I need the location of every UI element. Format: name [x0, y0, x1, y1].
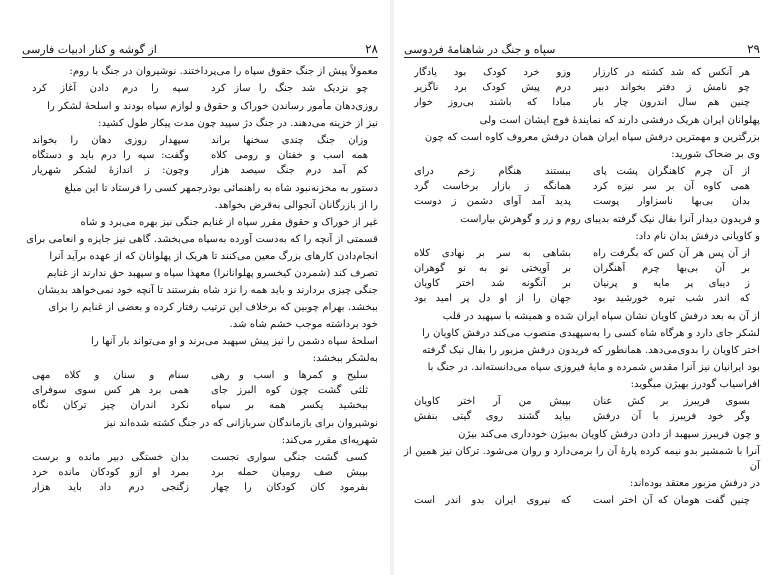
verse-hemistich: وزان جنگ چندی سخنها براند: [211, 135, 368, 146]
verse-hemistich: بفرمود کان کودکان را چهار: [211, 482, 368, 493]
left-page-running-title: از گوشه و کنار ادبیات فارسی: [22, 43, 157, 56]
verse-hemistich: وگفت: سپه را درم باید و دستگاه: [32, 150, 189, 161]
prose-line: نوشیروان برای بازماندگان سربازانی که در جنگ کشته شده‌اند نیز: [104, 418, 378, 429]
prose-paragraph: [22, 99, 378, 131]
verse-hemistich: همی کاوه آن بر سر نیزه کرد: [593, 181, 750, 192]
verse-hemistich: زگنجی درم داد باید هزار: [32, 482, 189, 493]
prose-line: در درفش مزبور معتقد بوده‌اند:: [629, 478, 760, 489]
verse-hemistich: وچون: ز اندازهٔ لشکر شهریار: [32, 165, 189, 176]
prose-paragraph: [404, 309, 760, 392]
verse-hemistich: بمرد او ازو کودکان مانده خرد: [32, 467, 189, 478]
prose-line: بود ایرانیان نیز آنرا مقدس شمرده و مایهٔ فیروزی سپاه می‌دانسته‌اند. در جنگ با: [427, 362, 760, 373]
prose-line: انجام‌دادن کارهای بزرگ معین می‌کنند تا هریک از پهلوانان که از عهده برآید آنرا: [49, 251, 378, 262]
verse-hemistich: جهان را از او دل پر امید بود: [414, 293, 571, 304]
verse-hemistich: بدان خستگی دبیر مانده و برست: [32, 452, 189, 463]
verse-hemistich: چو نزدیک شد جنگ را ساز کرد: [211, 83, 368, 94]
verse-block: [22, 133, 378, 178]
prose-paragraph: [22, 181, 378, 366]
prose-line: بزرگترین و مهمترین درفش سپاه ایران همان درفش معروف کاوه است که چون: [424, 132, 760, 143]
verse-hemistich: که نیروی ایران بدو اندر است: [414, 495, 571, 506]
verse-hemistich: کم آمد درم جنگ سیصد هزار: [211, 165, 368, 176]
verse-hemistich: سپهدار روزی دهان را بخواند: [32, 135, 189, 146]
verse-hemistich: بر آویختی نو به نو گوهران: [414, 263, 571, 274]
verse-hemistich: بیاید گشند روی گیتی بنفش: [414, 411, 571, 422]
verse-hemistich: وزو خرد کودک بود یادگار: [414, 67, 571, 78]
prose-line: را از بازرگانان آنجوالی به‌قرض بخواهد.: [214, 200, 378, 211]
verse-block: [22, 450, 378, 495]
verse-hemistich: سپه را درم دادن آغاز کرد: [32, 83, 189, 94]
verse-hemistich: کسی گشت جنگی سواری نجست: [211, 452, 368, 463]
left-header-rule: [22, 57, 378, 58]
verse-block: [404, 65, 760, 110]
prose-line: شهریه‌ای مقرر می‌کند:: [281, 435, 378, 446]
prose-line: لشکر جای دارد و هرگاه شاه کسی را به‌سپهبدی منصوب می‌کند درفش کاویان را: [422, 328, 760, 339]
verse-hemistich: همه اسب و خفتان و رومی کلاه: [211, 150, 368, 161]
prose-paragraph: [404, 427, 760, 491]
verse-hemistich: بشاهی به سر بر نهادی کلاه: [414, 248, 571, 259]
prose-line: پهلوانان ایران هریک درفشی دارند که نمایندهٔ فوج ایشان است ولی: [479, 115, 760, 126]
right-header-rule: [404, 57, 760, 58]
verse-hemistich: وگر خود فریبرز با آن درفش: [593, 411, 750, 422]
verse-hemistich: همانگه ز بازار برخاست گرد: [414, 181, 571, 192]
prose-line: ببخشد. بهرام چوبین که برخلاف این ترتیب رفتار کرده و بعضی از غنایم را برای: [48, 302, 378, 313]
verse-hemistich: چو نامش ز دفتر بخواند دبیر: [593, 82, 750, 93]
prose-line: معمولاً پیش از جنگ حقوق سپاه را می‌پرداختند. نوشیروان در جنگ با روم:: [69, 66, 378, 77]
prose-paragraph: [404, 212, 760, 244]
verse-block: [404, 394, 760, 424]
prose-line: روزی‌دهان مأمور رساندن خوراک و حقوق و لوازم سپاه بودند و اسلحهٔ لشکر را: [47, 101, 378, 112]
prose-line: آنرا با شمشیر بدو نیمه کرده پارهٔ آن را برمی‌دارد و روان می‌شود. ترکان نیز همین از آن: [404, 446, 760, 472]
verse-block: [22, 368, 378, 413]
prose-line: و کاویانی درفش بدان نام داد:: [635, 231, 760, 242]
prose-line: اختر کاویان را بدوی‌می‌دهد. همانطور که فریدون درفش مزبور را بفال نیک گرفته: [422, 345, 760, 356]
right-page: [392, 0, 784, 575]
prose-line: غیر از خوراک و حقوق مقرر سپاه از غنایم جنگی نیز بهره می‌برد و شاه: [80, 217, 378, 228]
prose-line: نیز از خزینه می‌دهند. در جنگ دژ سپید چون مدت پیکار طول کشید:: [98, 118, 378, 129]
right-page-number: ۲۹: [747, 42, 760, 56]
verse-hemistich: ببستند هنگام زخم درای: [414, 166, 571, 177]
verse-hemistich: بسوی فریبرز بر کش عنان: [593, 396, 750, 407]
verse-hemistich: بدان بی‌بها ناسزاوار پوست: [593, 196, 750, 207]
verse-hemistich: هر آنکس که شد کشته در کارزار: [593, 67, 750, 78]
verse-hemistich: که اندر شب تیره خورشید بود: [593, 293, 750, 304]
verse-hemistich: سلیح و کمرها و اسب و رهی: [211, 370, 368, 381]
prose-line: افراسیاب گودرز بهیژن میگوید:: [630, 379, 760, 390]
prose-line: و فریدون دیدار آنرا بفال نیک گرفته بدیبای روم و زر و گوهرش بیاراست: [460, 214, 760, 225]
prose-paragraph: [404, 113, 760, 162]
left-page-number: ۲۸: [365, 42, 378, 56]
verse-hemistich: چنین هم سال اندرون چار بار: [593, 97, 750, 108]
prose-line: جنگی چیزی بردارند و باید همه را نزد شاه بفرستند تا آنچه خود نمی‌خواهد بدیشان: [37, 285, 378, 296]
verse-hemistich: درم پیش کودک برد ناگزیر: [414, 82, 571, 93]
prose-line: اسلحهٔ سپاه دشمن را نیز پیش سپهبد می‌برند و او می‌تواند بار آنها را: [91, 336, 378, 347]
verse-block: [404, 164, 760, 209]
prose-line: و چون فریبرز سپهبد از دادن درفش کاویان به‌بیژن خودداری می‌کند بیژن: [458, 429, 760, 440]
verse-hemistich: همی برد هر کس سوی سوفرای: [32, 385, 189, 396]
verse-hemistich: نکرد اندران چیز ترکان نگاه: [32, 400, 189, 411]
prose-line: از آن به بعد درفش کاویان نشان سپاه ایران شده و همیشه با سپهبد در قلب: [442, 311, 760, 322]
verse-hemistich: ثلثی گشت چون کوه البرز جای: [211, 385, 368, 396]
verse-hemistich: بر آنگونه شد اختر کاویان: [414, 278, 571, 289]
left-page-header: [22, 36, 378, 56]
right-page-header: [404, 36, 760, 56]
verse-hemistich: بپیش صف رومیان حمله برد: [211, 467, 368, 478]
verse-hemistich: چنین گفت هومان که آن اختر است: [593, 495, 750, 506]
prose-line: به‌لشکر ببخشد:: [312, 353, 378, 364]
verse-hemistich: ببخشید یکسر همه بر سپاه: [211, 400, 368, 411]
prose-paragraph: [22, 64, 378, 79]
verse-block: [404, 493, 760, 508]
prose-paragraph: [22, 416, 378, 448]
prose-line: قسمتی از آنچه را که به‌دست آورده به‌سپاه می‌بخشد. گاهی نیز جایزه و انعامی برای: [26, 234, 378, 245]
right-page-running-title: سپاه و جنگ در شاهنامهٔ فردوسی: [404, 43, 556, 56]
verse-block: [404, 246, 760, 306]
verse-hemistich: سنام و سنان و کلاه مهی: [32, 370, 189, 381]
verse-hemistich: از آن پس هر آن کس که بگرفت راه: [593, 248, 750, 259]
right-page-body: [404, 64, 760, 511]
verse-hemistich: بپیش من آر اختر کاویان: [414, 396, 571, 407]
prose-line: خود برداشته موجب خشم شاه شد.: [229, 319, 378, 330]
verse-hemistich: مبادا که باشند بی‌روز خوار: [414, 97, 571, 108]
prose-line: وی بر ضحاک شورید:: [671, 149, 760, 160]
verse-hemistich: پدید آمد آوای دشمن ز دوست: [414, 196, 571, 207]
verse-hemistich: از آن چرم کاهنگران پشت پای: [593, 166, 750, 177]
verse-hemistich: ز دیبای پر مایه و پرنیان: [593, 278, 750, 289]
left-page-body: [22, 64, 378, 498]
verse-hemistich: بر آن بی‌بها چرم آهنگران: [593, 263, 750, 274]
prose-line: دستور به مخزنه‌نبود شاه به راهنمائی بوذرجمهر کسی را فرستاد تا این مبلغ: [64, 183, 378, 194]
verse-block: [22, 81, 378, 96]
prose-line: تصرف کند (شمردن کیخسرو پهلوانانرا) معهذا سپاه و سپهبد حق ندارند از غنایم: [46, 268, 378, 279]
